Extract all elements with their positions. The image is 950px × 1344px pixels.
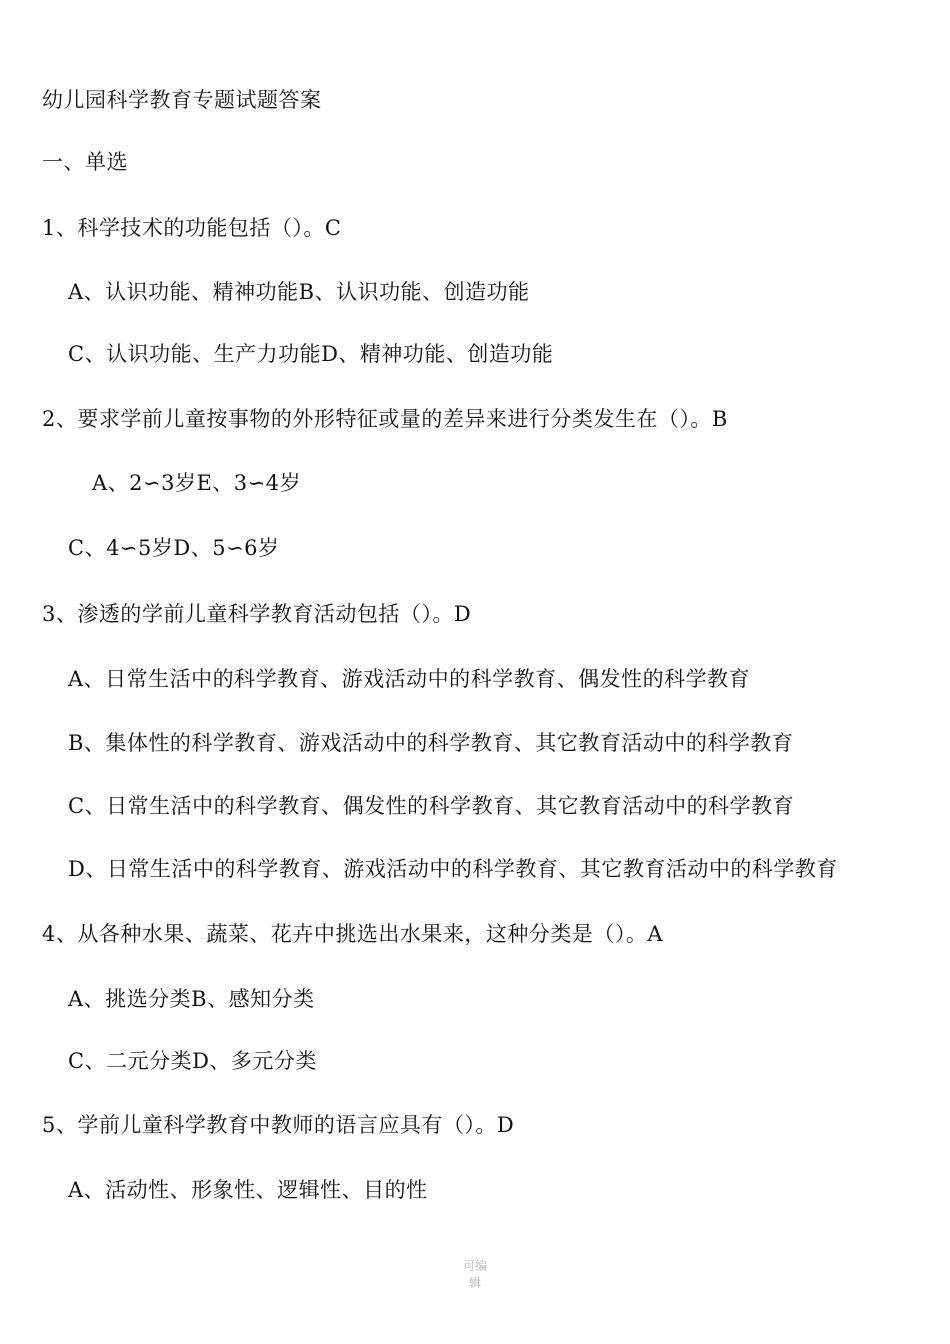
question-1-options-cd: C、认识功能、生产力功能D、精神功能、创造功能	[68, 342, 554, 366]
question-4-options-ab: A、挑选分类B、感知分类	[68, 987, 315, 1011]
page-footer	[0, 1258, 950, 1292]
question-3-option-c: C、日常生活中的科学教育、偶发性的科学教育、其它教育活动中的科学教育	[68, 794, 795, 818]
footer-line-2: 辑	[468, 1276, 481, 1290]
footer-line-1: 可编	[462, 1259, 487, 1273]
question-5-option-a: A、活动性、形象性、逻辑性、目的性	[68, 1178, 428, 1202]
question-3-option-d: D、日常生活中的科学教育、游戏活动中的科学教育、其它教育活动中的科学教育	[68, 857, 838, 881]
question-2: 2、要求学前儿童按事物的外形特征或量的差异来进行分类发生在（）。B	[42, 407, 728, 431]
question-4: 4、从各种水果、蔬菜、花卉中挑选出水果来，这种分类是（）。A	[42, 922, 664, 946]
question-3: 3、渗透的学前儿童科学教育活动包括（）。D	[42, 602, 472, 626]
question-2-options-cd: C、4∽5岁D、5∽6岁	[68, 536, 280, 560]
question-5: 5、学前儿童科学教育中教师的语言应具有（）。D	[42, 1113, 515, 1137]
question-3-option-b: B、集体性的科学教育、游戏活动中的科学教育、其它教育活动中的科学教育	[68, 731, 794, 755]
document-title: 幼儿园科学教育专题试题答案	[42, 88, 322, 112]
question-4-options-cd: C、二元分类D、多元分类	[68, 1049, 317, 1073]
question-2-options-ab: A、2∽3岁E、3∽4岁	[92, 471, 302, 495]
question-1-options-ab: A、认识功能、精神功能B、认识功能、创造功能	[68, 280, 530, 304]
question-3-option-a: A、日常生活中的科学教育、游戏活动中的科学教育、偶发性的科学教育	[68, 667, 751, 691]
section-heading: 一、单选	[42, 150, 128, 174]
question-1: 1、科学技术的功能包括（）。C	[42, 216, 342, 240]
